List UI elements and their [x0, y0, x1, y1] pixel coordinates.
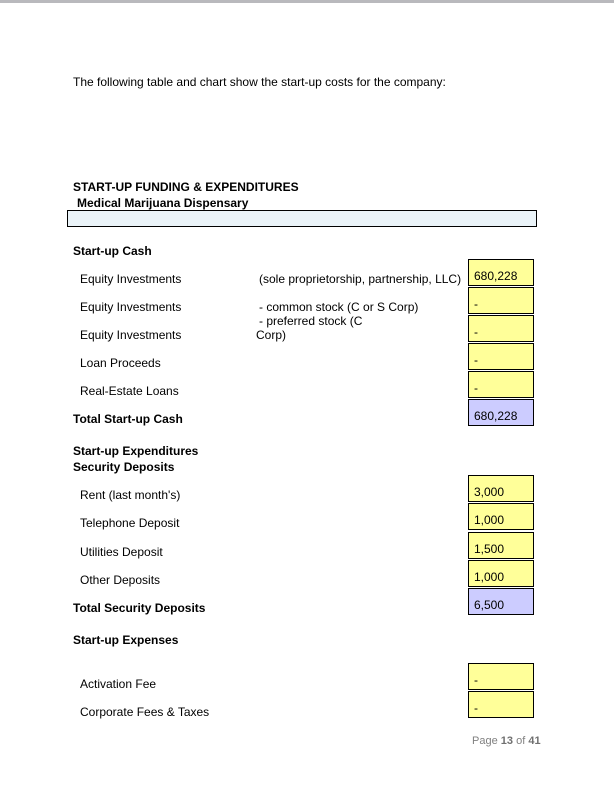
total-security-deposits-cell: 6,500 — [468, 588, 534, 615]
company-name-field[interactable] — [67, 210, 537, 227]
page-total: 41 — [528, 735, 541, 747]
section-title: START-UP FUNDING & EXPENDITURES — [73, 180, 299, 194]
row-label: Real-Estate Loans — [80, 384, 179, 398]
utilities-deposit-cell[interactable]: 1,500 — [468, 532, 534, 559]
row-note: - common stock (C or S Corp) — [259, 300, 419, 314]
total-startup-cash-label: Total Start-up Cash — [73, 412, 183, 426]
total-startup-cash-cell: 680,228 — [468, 399, 534, 426]
row-label: Activation Fee — [80, 677, 157, 691]
startup-cash-heading: Start-up Cash — [73, 244, 152, 258]
row-label: Loan Proceeds — [80, 356, 161, 370]
row-label: Rent (last month's) — [80, 488, 181, 502]
page-number — [472, 735, 541, 747]
row-note: (sole proprietorship, partnership, LLC) — [259, 272, 462, 286]
row-label: Equity Investments — [80, 328, 182, 342]
row-label: Other Deposits — [80, 573, 161, 587]
activation-fee-cell[interactable]: - — [468, 663, 534, 690]
rent-deposit-cell[interactable]: 3,000 — [468, 475, 534, 502]
row-label: Telephone Deposit — [80, 516, 180, 530]
page-of-label: of — [516, 735, 526, 747]
total-security-deposits-label: Total Security Deposits — [73, 601, 206, 615]
telephone-deposit-cell[interactable]: 1,000 — [468, 503, 534, 530]
page-label: Page — [472, 735, 498, 747]
corporate-fees-cell[interactable]: - — [468, 691, 534, 718]
loan-proceeds-cell[interactable]: - — [468, 343, 534, 370]
page-current: 13 — [500, 735, 514, 747]
row-label: Equity Investments — [80, 272, 182, 286]
other-deposits-cell[interactable]: 1,000 — [468, 560, 534, 587]
intro-paragraph: The following table and chart show the start-up costs for the company: — [73, 75, 446, 89]
equity-investments-preferred-cell[interactable]: - — [468, 315, 534, 342]
equity-investments-common-cell[interactable]: - — [468, 287, 534, 314]
startup-expenditures-heading: Start-up Expenditures — [73, 444, 199, 458]
equity-investments-llc-cell[interactable]: 680,228 — [468, 259, 534, 286]
row-label: Corporate Fees & Taxes — [80, 705, 210, 719]
real-estate-loans-cell[interactable]: - — [468, 371, 534, 398]
row-note: - preferred stock (C — [259, 314, 363, 328]
row-label: Utilities Deposit — [80, 545, 163, 559]
startup-expenses-heading: Start-up Expenses — [73, 633, 179, 647]
company-name-heading: Medical Marijuana Dispensary — [77, 196, 249, 210]
row-label: Equity Investments — [80, 300, 182, 314]
security-deposits-heading: Security Deposits — [73, 460, 175, 474]
row-note: Corp) — [256, 328, 287, 342]
page-top-edge — [0, 0, 614, 3]
